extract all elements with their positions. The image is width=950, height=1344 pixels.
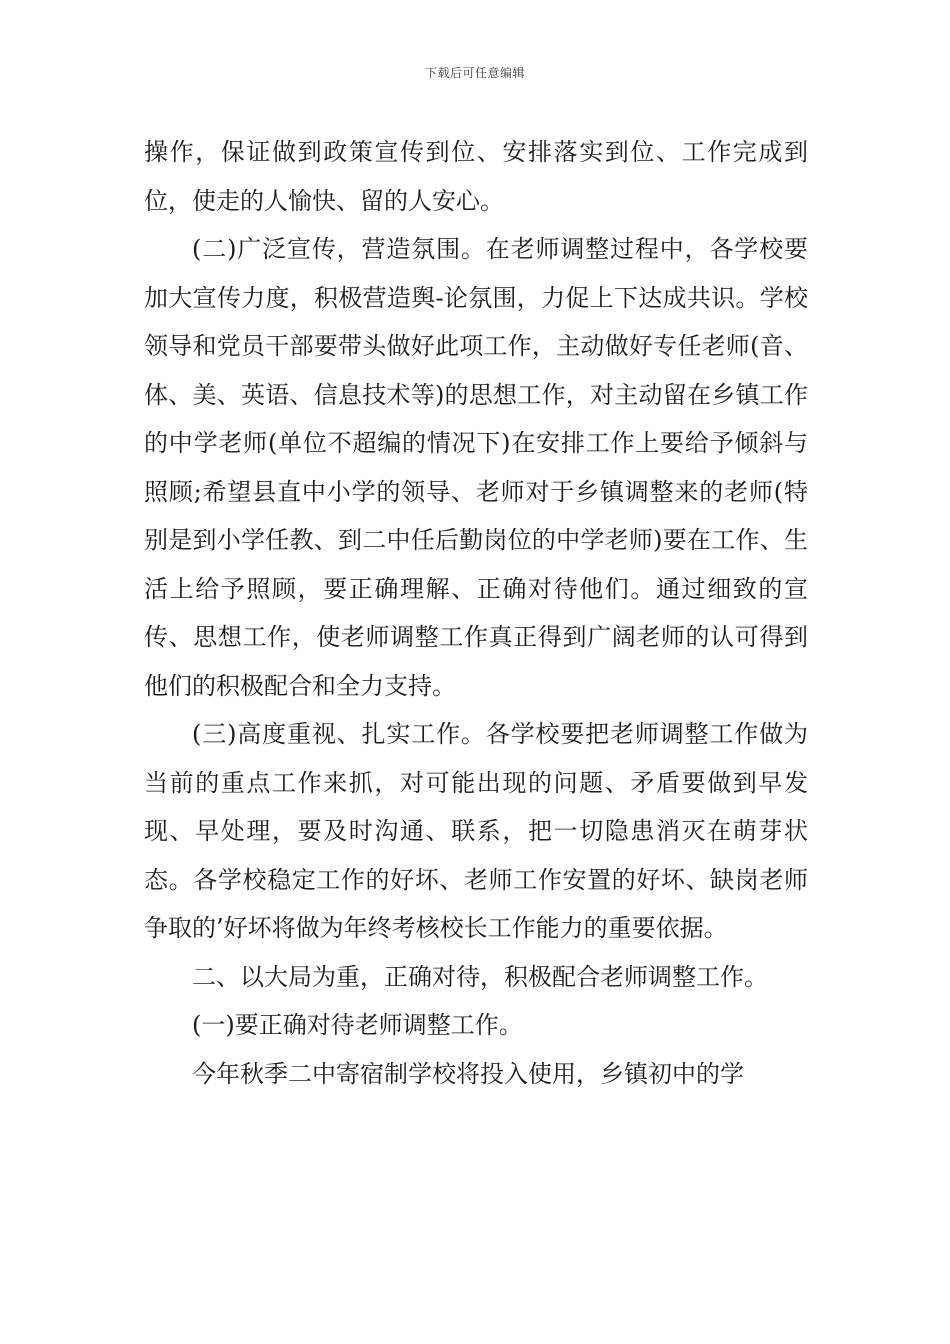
paragraph-section-2: (二)广泛宣传，营造氛围。在老师调整过程中，各学校要加大宣传力度，积极营造舆-论氛围，力促上下达成共识。学校领导和党员干部要带头做好此项工作，主动做好专任老师(音、体、美、英语、信息技术等)的思想工作，对主动留在乡镇工作的中学老师(单位不超编的情况下)在安排工作上要给予倾斜与照顾;希望县直中小学的领导、老师对于乡镇调整来的老师(特别是到小学任教、到二中任后勤岗位的中学老师)要在工作、生活上给予照顾，要正确理解、正确对待他们。通过细致的宣传、思想工作，使老师调整工作真正得到广阔老师的认可得到他们的积极配合和全力支持。 [144, 235, 808, 700]
paragraph-heading-two: 二、以大局为重，正确对待，积极配合老师调整工作。 [192, 962, 768, 991]
paragraph-continuation: 操作，保证做到政策宣传到位、安排落实到位、工作完成到位，使走的人愉快、留的人安心。 [144, 138, 808, 215]
paragraph-subheading-one: (一)要正确对待老师调整工作。 [192, 1011, 523, 1039]
paragraph-final: 今年秋季二中寄宿制学校将投入使用，乡镇初中的学 [192, 1059, 744, 1088]
document-body [144, 128, 808, 1098]
page-header: 下载后可任意编辑 [424, 66, 525, 80]
paragraph-section-3: (三)高度重视、扎实工作。各学校要把老师调整工作做为当前的重点工作来抓，对可能出现的问题、矛盾要做到早发现、早处理，要及时沟通、联系，把一切隐患消灭在萌芽状态。各学校稳定工作的好坏、老师工作安置的好坏、缺岗老师争取的’好坏将做为年终考核校长工作能力的重要依据。 [144, 720, 808, 942]
